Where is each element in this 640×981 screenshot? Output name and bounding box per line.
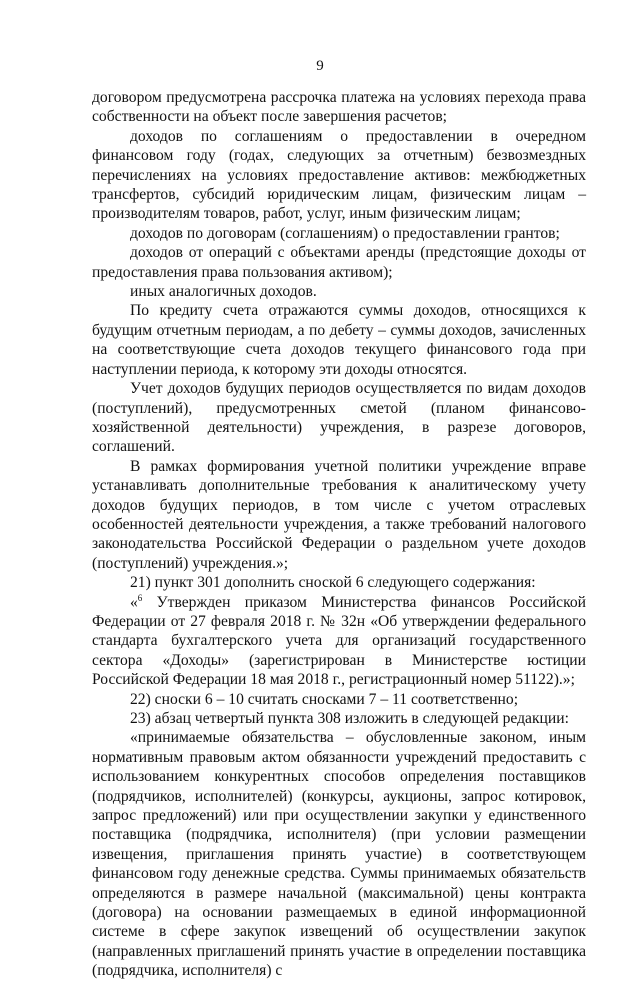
paragraph: В рамках формирования учетной политики учреждение вправе устанавливать дополнительные требования к аналитическому учету доходов будущих периодов, в том числе с учетом отраслевых особенностей деятельности учреждения, а также требований налогового законодательства Российской Федерации о раздельном учете доходов (поступлений) учреждения.»; <box>92 457 586 572</box>
paragraph-list-item: иных аналогичных доходов. <box>130 283 317 301</box>
page-number: 9 <box>316 58 324 74</box>
footnote-text: Утвержден приказом Министерства финансов Российской Федерации от 27 февраля 2018 г. № 32н «Об утверждении федерального стандарта бухгалтерского учета для организаций государственного сектора «Доходы» (зарегистрирован в Министерстве юстиции Российской Федерации 18 мая 2018 г., регистрационный номер 51122).»; <box>92 593 586 689</box>
document-body <box>92 88 586 981</box>
paragraph-list-item: доходов от операций с объектами аренды (предстоящие доходы от предоставления права пользования активом); <box>92 244 586 281</box>
paragraph-list-item: доходов по договорам (соглашениям) о предоставлении грантов; <box>130 224 560 242</box>
paragraph: По кредиту счета отражаются суммы доходов, относящихся к будущим отчетным периодам, а по дебету – суммы доходов, зачисленных на соответствующие счета доходов текущего финансового года при наступлении периода, к которому эти доходы относятся. <box>92 302 586 378</box>
paragraph: Учет доходов будущих периодов осуществляется по видам доходов (поступлений), предусмотренных сметой (планом финансово-хозяйственной деятельности) учреждения, в разрезе договоров, соглашений. <box>92 380 586 456</box>
footnote-open-quote: « <box>130 593 138 611</box>
paragraph: «принимаемые обязательства – обусловленные законом, иным нормативным правовым актом обязанности учреждений предоставить с использованием конкурентных способов определения поставщиков (подрядчиков, исполнителей) (конкурсы, аукционы, запрос котировок, запрос предложений) или при осуществлении закупки у единственного поставщика (подрядчика, исполнителя) (при условии размещении извещения, приглашения принять участие) в соответствующем финансовом году денежные средства. Суммы принимаемых обязательств определяются в размере начальной (максимальной) цены контракта (договора) на основании размещаемых в единой информационной системе в сфере закупок извещений об осуществлении закупок (направленных приглашений принять участие в определении поставщика (подрядчика, исполнителя) с <box>92 729 586 980</box>
amendment-item: 21) пункт 301 дополнить сноской 6 следующего содержания: <box>130 574 536 592</box>
amendment-item: 23) абзац четвертый пункта 308 изложить в следующей редакции: <box>130 710 569 727</box>
paragraph-list-item: доходов по соглашениям о предоставлении в очередном финансовом году (годах, следующих за отчетным) безвозмездных перечислениях на условиях предоставление активов: межбюджетных трансфертов, субсидий юридическим лицам, физическим лицам – производителям товаров, работ, услуг, иным физическим лицам; <box>92 127 586 223</box>
footnote-marker: 6 <box>137 592 143 603</box>
amendment-item: 22) сноски 6 – 10 считать сносками 7 – 11 соответственно; <box>130 690 519 708</box>
paragraph-continuation: договором предусмотрена рассрочка платежа на условиях перехода права собственности на объект после завершения расчетов; <box>92 89 586 126</box>
footnote-paragraph <box>92 593 586 690</box>
